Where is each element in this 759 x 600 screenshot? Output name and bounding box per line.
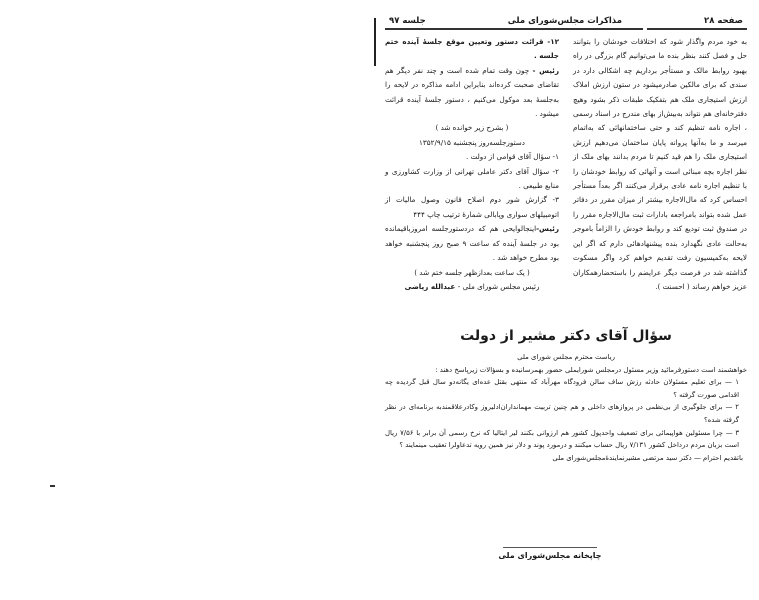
signature xyxy=(385,280,559,294)
right-column xyxy=(573,35,747,294)
footer-rule xyxy=(503,547,597,548)
agenda-item: ۲- سؤال آقای دکتر عاملی تهرانی از وزارت کشاورزی و منابع طبیعی . xyxy=(385,166,559,191)
two-column-body xyxy=(385,35,747,294)
closing-note: ( یک ساعت بعدازظهر جلسه ختم شد ) xyxy=(414,267,530,277)
left-column xyxy=(385,35,559,294)
session-number: جلسه ۹۷ xyxy=(389,16,426,26)
question-body xyxy=(385,351,747,464)
page-binding-line xyxy=(374,18,376,66)
scan-mark xyxy=(50,485,55,487)
page-number: صفحه ۲۸ xyxy=(704,16,743,26)
publication-title: مذاکرات مجلس‌شورای ملی xyxy=(507,16,622,26)
paragraph: به خود مردم واگذار شود که اختلافات خودشان را بتوانند حل و فصل کنند بنظر بنده ما می‌توانیم گام بزرگی در راه بهبود روابط مالک و مستأجر برداریم چه اشکالی دارد در سندی که برای مالکین صادرمیشود در ستون ارزش املاک ارزش استیجاری ملک هم بتفکیک طبقات ذکر بشود وهیچ دفترخانه‌ای هم نتواند به‌بیش‌از بهای مندرج در اسناد رسمی ، اجاره نامه تنظیم کند و حتی ساختمانهائی که به‌اتمام میرسد و ما به‌آنها پروانه پایان ساختمان می‌دهیم ارزش استیجاری ملک را هم قید کنیم تا مردم بدانند بهای ملک از نظر اجاره بچه مبنائی است و آنهائی که روابط خودشان را با تنظیم اجاره نامه عادی برقرار می‌کنند اگر بعداً مستأجر احساس کرد که مال‌الاجاره بیشتر از میزان مقرر در دفاتر عمل شده بتواند بامراجعه بادارات ثبت مال‌الاجاره مقرر را در صندوق ثبت تودیع کند و روابط خودش را الزاماً باموجر به‌حالت عادی نگهدارد بنده پیشنهادهائی دارم که اگر این لایحه به‌کمیسیون رفت تقدیم خواهم کرد واگر مسکوت گذاشته شد در فرصت دیگر عرایضم را باستحضارهمکاران عزیز خواهم رساند ( احسنت ). xyxy=(573,37,747,291)
speaker-label: رئیس - xyxy=(532,65,559,75)
signature-title: رئیس مجلس شورای ملی - xyxy=(457,281,540,291)
question-addressee: ریاست محترم مجلس شورای ملی xyxy=(517,353,615,361)
speaker-label: رئیس- xyxy=(536,224,559,234)
question-item: ۳ — چرا مسئولین هواپیمائی برای تضعیف واحدپول کشور هم ارزوانی بکنند لیر ایتالیا که نرخ رسمی آن برابر با ۷/۵۶ ریال است بزبان مردم درداخل کشور ۷/۱۳۱ ریال حساب میکنند و درمورد پوند و دلار نیز همین رویه تدعاولرا تعقیب مینمایند ؟ xyxy=(385,428,740,450)
question-closing: باتقدیم احترام — دکتر سید مرتضی مشیرنمایندهٔ‌مجلس‌شورای ملی xyxy=(552,453,743,462)
right-page xyxy=(385,14,747,294)
agenda-item-heading: ۱۲- قرائت دستور وتعیین موقع جلسهٔ آینده ختم جلسه . xyxy=(385,37,559,61)
question-item: ۱ — برای تعلیم مسئولان حادثه رزش ساف سالن فرودگاه مهرآباد که منتهی بقتل عده‌ای یگانه‌دو سال قبل گردیده چه اقدامی صورت گرفته ؟ xyxy=(385,378,739,399)
agenda-item: ۱- سؤال آقای قوامی از دولت . xyxy=(465,152,559,162)
left-page-blank xyxy=(0,0,370,600)
printer-imprint: چاپخانه مجلس‌شورای ملی xyxy=(498,551,602,560)
question-item: ۲ — برای جلوگیری از بی‌نظمی در پروازهای داخلی و هم چنین تربیت مهمانداران‌ادلیروز وکادرعلاقمندبه برنامه‌ای در نظر گرفته شده؟ xyxy=(385,403,739,424)
agenda-title: دستورجلسه‌روز پنجشنبه ۱۳۵۲/۹/۱۵ xyxy=(419,137,525,147)
running-header xyxy=(385,14,747,26)
signature-name: عبدالله ریاضی xyxy=(404,281,456,291)
read-note: ( بشرح زیر خوانده شد ) xyxy=(435,123,509,133)
remark-text: اینجالوایحی هم که دردستورجلسه امروزباقیمانده بود در جلسهٔ آینده که ساعت ۹ صبح روز پنجشنبه خواهد بود مطرح خواهد شد . xyxy=(385,224,559,263)
question-title: سؤال آقای دکتر مشیر از دولت xyxy=(460,328,672,344)
header-rule xyxy=(385,28,747,31)
president-remark-2 xyxy=(385,222,559,265)
president-remark xyxy=(385,64,559,122)
agenda-item: ۳- گزارش شور دوم اصلاح قانون وصول مالیات از اتومبیلهای سواری وپابالی شمارهٔ ترتیب چاپ ۴۴۴ xyxy=(385,195,559,219)
remark-text: چون وقت تمام شده است و چند نفر دیگر هم تقاضای صحبت کرده‌اند بنابراین ادامه مذاکره در لایحه را به‌جلسهٔ بعد موکول می‌کنیم ، دستور جلسهٔ آینده قرائت میشود . xyxy=(385,65,559,119)
question-intro: خواهشمند است دستورفرمائید وزیر مسئول درمجلس شورایملی حضور بهمرسانیده و بسؤالات زیرپاسخ دهند : xyxy=(435,365,747,374)
